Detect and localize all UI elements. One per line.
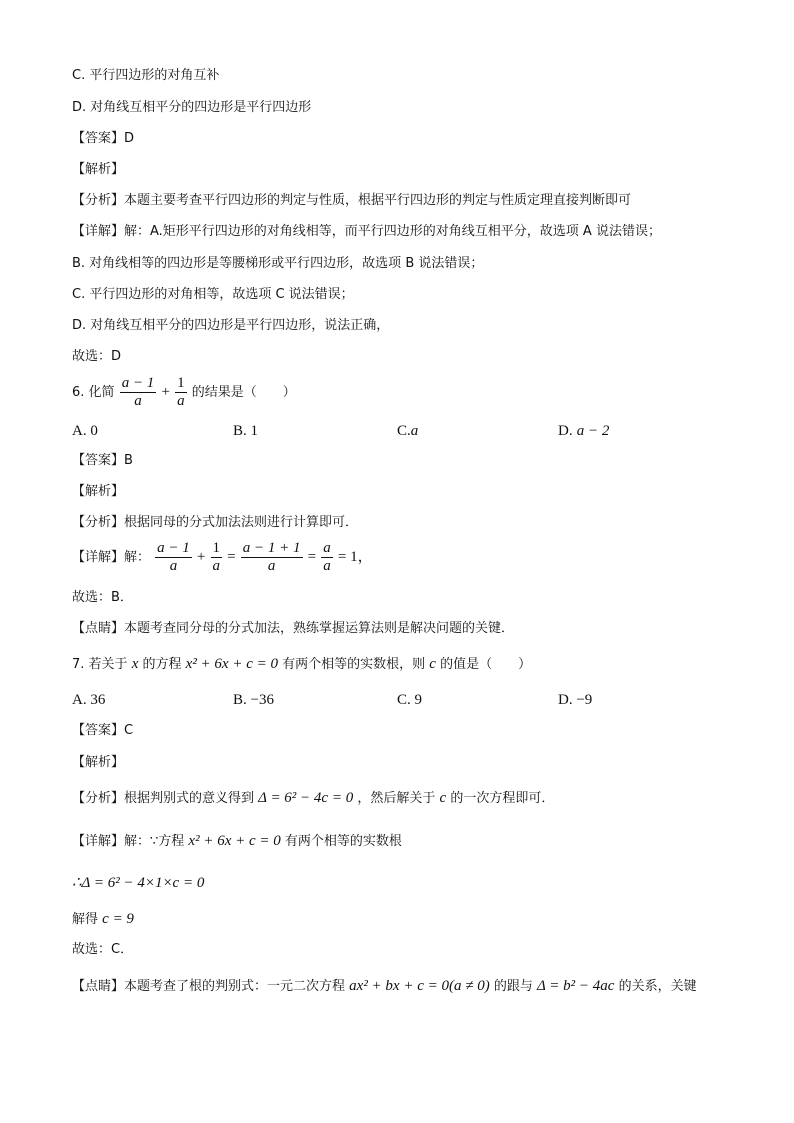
q5-line-c: C. 平行四边形的对角相等，故选项 C 说法错误；	[72, 287, 354, 302]
q7-answer: 【答案】C	[72, 723, 134, 738]
q7-analysis-heading: 【解析】	[72, 755, 125, 770]
q6-number: 6. 化简	[72, 385, 115, 400]
q6-choice: 故选：B．	[72, 590, 133, 605]
q7-option-a: A. 36	[72, 692, 106, 708]
q5-option-c: C. 平行四边形的对角互补	[72, 68, 220, 83]
q5-xiangjie: 【详解】解：A.矩形平行四边形的对角线相等，而平行四边形的对角线互相平分，故选项 A 说法错误；	[72, 224, 661, 239]
q5-line-d: D. 对角线互相平分的四边形是平行四边形，说法正确，	[72, 318, 390, 333]
q6-stem: 6. 化简 $\frac{a - 1}{a}$ + $\frac{1}{a}$ 的结果是（ ）	[72, 375, 296, 409]
q5-fenxi: 【分析】本题主要考查平行四边形的判定与性质，根据平行四边形的判定与性质定理直接判断即可	[72, 193, 632, 208]
q7-option-b: B. −36	[233, 692, 274, 708]
q6-xiangjie: 【详解】解： $\frac{a - 1}{a}$ + $\frac{1}{a}$ = $\frac{a - 1 + 1}{a}$ = $\frac{a}{a}$ = 1，	[72, 540, 373, 574]
q6-option-c: C.a	[397, 423, 419, 439]
q7-dianjing: 【点睛】本题考查了根的判别式：一元二次方程 ax² + bx + c = 0(a ≠ 0) 的跟与 Δ = b² − 4ac 的关系，关键	[72, 978, 697, 994]
q7-stem: 7. 若关于 x 的方程 x² + 6x + c = 0 有两个相等的实数根，则 c 的值是（ ）	[72, 656, 532, 672]
q7-option-c: C. 9	[397, 692, 423, 708]
q7-step-discriminant: ∴Δ = 6² − 4×1×c = 0	[72, 875, 205, 891]
q5-choice: 故选：D	[72, 349, 122, 364]
q7-choice: 故选：C．	[72, 942, 134, 957]
q6-fraction-1: $\frac{a - 1}{a}$	[121, 375, 155, 409]
q7-fenxi: 【分析】根据判别式的意义得到 Δ = 6² − 4c = 0 ，然后解关于 c 的一次方程即可．	[72, 790, 555, 806]
q6-dianjing: 【点睛】本题考查同分母的分式加法，熟练掌握运算法则是解决问题的关键．	[72, 621, 515, 636]
q6-option-a: A. 0	[72, 423, 98, 439]
q6-stem-tail: 的结果是（ ）	[191, 385, 296, 400]
q7-xiangjie: 【详解】解：∵方程 x² + 6x + c = 0 有两个相等的实数根	[72, 833, 402, 849]
q5-analysis-heading: 【解析】	[72, 162, 125, 177]
q5-option-d: D. 对角线互相平分的四边形是平行四边形	[72, 100, 312, 115]
q6-fenxi: 【分析】根据同母的分式加法法则进行计算即可．	[72, 515, 359, 530]
q5-answer: 【答案】D	[72, 131, 135, 146]
q6-option-d: D. a − 2	[558, 423, 610, 439]
q7-step-solve: 解得 c = 9	[72, 911, 134, 927]
q6-answer: 【答案】B	[72, 453, 133, 468]
q6-option-b: B. 1	[233, 423, 259, 439]
q7-option-d: D. −9	[558, 692, 593, 708]
q7-equation: x² + 6x + c = 0	[185, 656, 278, 672]
q6-fraction-2: $\frac{1}{a}$	[177, 375, 185, 409]
q5-line-b: B. 对角线相等的四边形是等腰梯形或平行四边形，故选项 B 说法错误；	[72, 256, 484, 271]
q6-analysis-heading: 【解析】	[72, 484, 125, 499]
